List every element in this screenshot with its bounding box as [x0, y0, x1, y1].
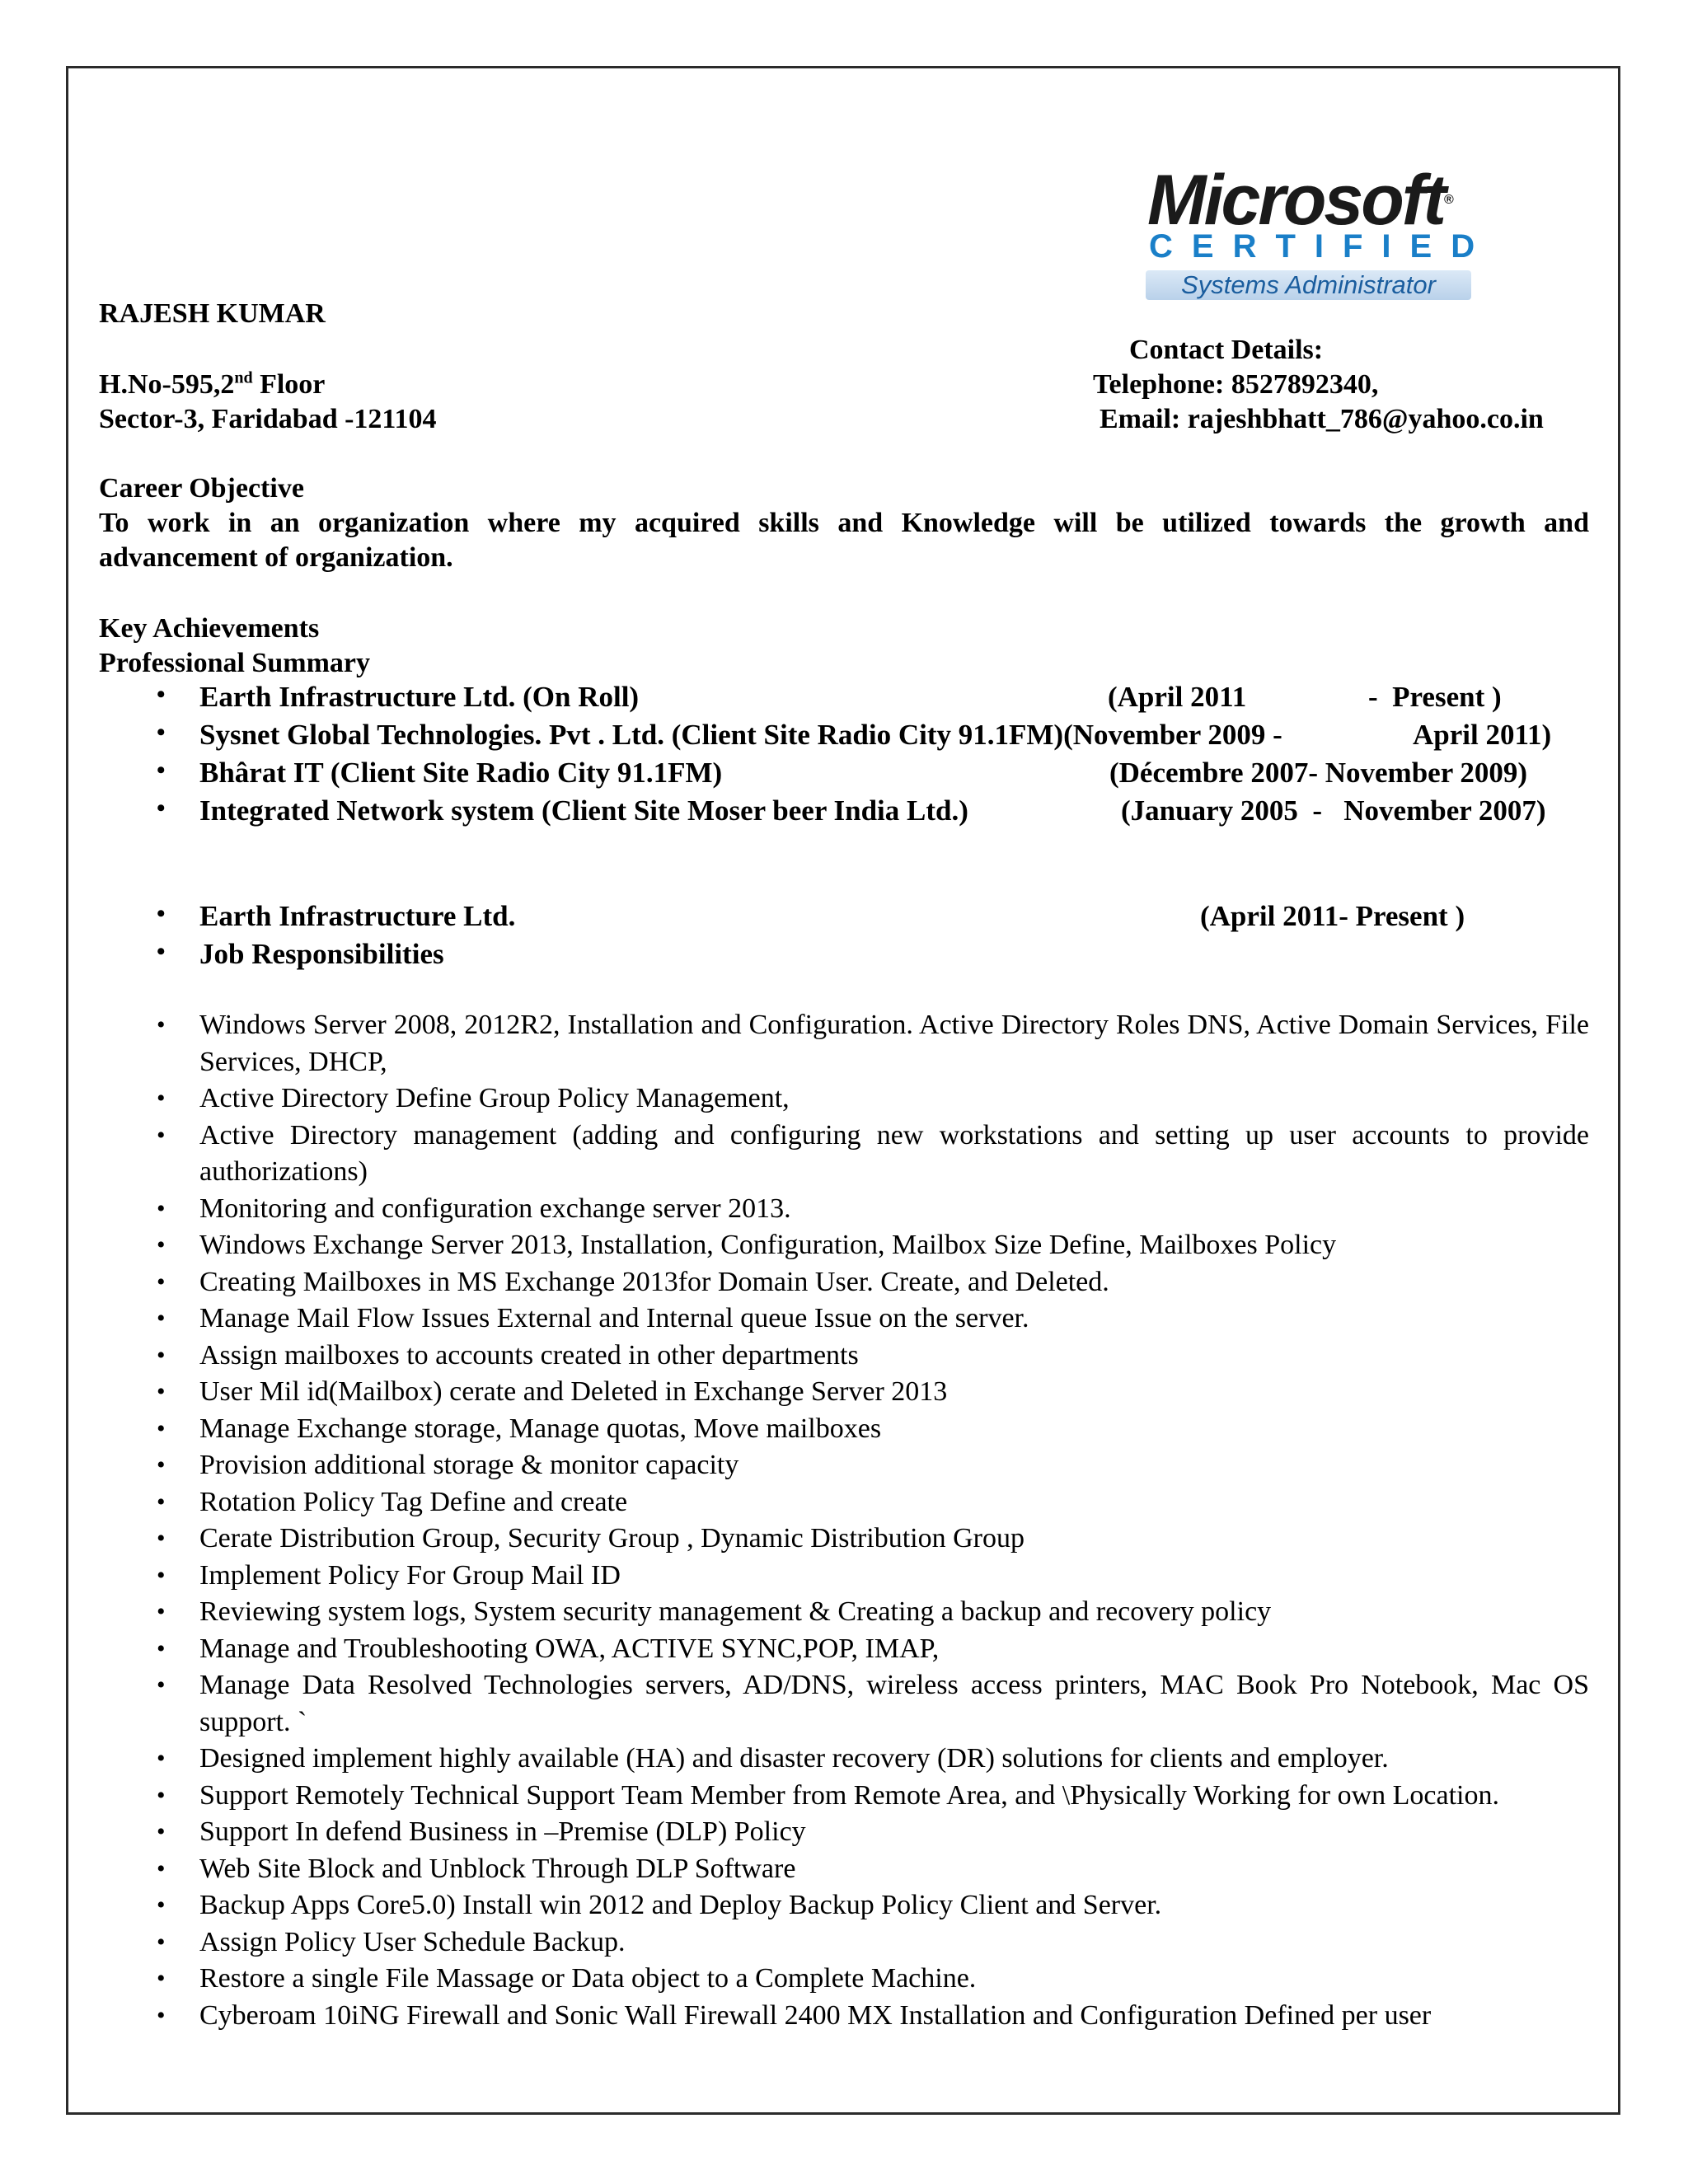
list-item: • Support Remotely Technical Support Team Member from Remote Area, and \Physically Working for own Location.: [157, 1778, 1589, 1815]
bullet-icon: •: [157, 1928, 166, 1956]
bullet-icon: •: [157, 1231, 166, 1258]
list-item: • Active Directory management (adding and configuring new workstations and setting up user accounts to provide authorizations): [157, 1118, 1589, 1191]
address-line-1: H.No-595,2nd Floor: [99, 368, 326, 400]
summary-period: (April 2011: [1108, 681, 1247, 713]
bullet-icon: •: [157, 1634, 166, 1662]
logo-certified: CERTIFIED: [1149, 228, 1494, 265]
bullet-icon: •: [157, 1341, 166, 1369]
career-objective-line-2: advancement of organization.: [99, 542, 453, 573]
list-item: • Manage Exchange storage, Manage quotas, Move mailboxes: [157, 1411, 1589, 1448]
bullet-icon: •: [157, 1525, 166, 1552]
list-item: • Manage and Troubleshooting OWA, ACTIVE SYNC,POP, IMAP,: [157, 1631, 1589, 1668]
summary-period-end: April 2011): [1413, 719, 1552, 751]
list-item: • Support In defend Business in –Premise (DLP) Policy: [157, 1814, 1589, 1851]
microsoft-certified-logo: [1146, 161, 1494, 301]
career-objective-line-1: To work in an organization where my acquired skills and Knowledge will be utilized towards the growth and: [99, 508, 1589, 538]
list-item: • Windows Server 2008, 2012R2, Installation and Configuration. Active Directory Roles DNS, Active Domain Services, File Services, DHCP,: [157, 1007, 1589, 1080]
current-job-period: (April 2011- Present ): [1200, 900, 1465, 932]
key-achievements-heading: Key Achievements: [99, 613, 320, 644]
contact-heading: Contact Details:: [1129, 335, 1324, 365]
bullet-icon: •: [157, 900, 166, 927]
bullet-icon: •: [157, 1378, 166, 1405]
list-item: • Cyberoam 10iNG Firewall and Sonic Wall Firewall 2400 MX Installation and Configuration Defined per user: [157, 1998, 1589, 2035]
professional-summary-heading: Professional Summary: [99, 648, 370, 678]
list-item: • Reviewing system logs, System security management & Creating a backup and recovery policy: [157, 1594, 1589, 1631]
list-item: • Rotation Policy Tag Define and create: [157, 1484, 1589, 1521]
bullet-icon: •: [157, 1414, 166, 1442]
bullet-icon: •: [157, 719, 166, 746]
bullet-icon: •: [157, 1854, 166, 1882]
list-item: • Manage Mail Flow Issues External and Internal queue Issue on the server.: [157, 1301, 1589, 1338]
summary-company: Integrated Network system (Client Site Moser beer India Ltd.): [199, 794, 968, 827]
summary-period: (Décembre 2007- November 2009): [1109, 757, 1528, 789]
bullet-icon: •: [157, 938, 166, 965]
list-item: • Restore a single File Massage or Data object to a Complete Machine.: [157, 1961, 1589, 1998]
bullet-icon: •: [157, 1488, 166, 1516]
bullet-icon: •: [157, 1268, 166, 1296]
bullet-icon: •: [157, 1598, 166, 1625]
list-item: • Windows Exchange Server 2013, Installation, Configuration, Mailbox Size Define, Mailboxes Policy: [157, 1227, 1589, 1264]
career-objective-heading: Career Objective: [99, 473, 304, 504]
bullet-icon: •: [157, 1561, 166, 1589]
summary-period: (January 2005 - November 2007): [1121, 794, 1546, 827]
bullet-icon: •: [157, 1965, 166, 1992]
list-item: • Active Directory Define Group Policy Management,: [157, 1080, 1589, 1118]
bullet-icon: •: [157, 1085, 166, 1112]
bullet-icon: •: [157, 2001, 166, 2029]
bullet-icon: •: [157, 1305, 166, 1332]
candidate-name: RAJESH KUMAR: [99, 298, 326, 329]
summary-company: Sysnet Global Technologies. Pvt . Ltd. (Client Site Radio City 91.1FM)(November 2009 -: [199, 719, 1282, 751]
bullet-icon: •: [157, 1451, 166, 1479]
list-item: • Backup Apps Core5.0) Install win 2012 and Deploy Backup Policy Client and Server.: [157, 1887, 1589, 1924]
bullet-icon: •: [157, 1011, 166, 1038]
current-job-company: Earth Infrastructure Ltd.: [199, 900, 516, 932]
list-item: • Provision additional storage & monitor capacity: [157, 1447, 1589, 1484]
summary-period-end: - Present ): [1368, 681, 1502, 713]
list-item: • Cerate Distribution Group, Security Group , Dynamic Distribution Group: [157, 1521, 1589, 1558]
list-item: • Assign Policy User Schedule Backup.: [157, 1924, 1589, 1961]
list-item: • Assign mailboxes to accounts created in other departments: [157, 1338, 1589, 1375]
bullet-icon: •: [157, 1194, 166, 1222]
bullet-icon: •: [157, 1891, 166, 1919]
summary-company: Earth Infrastructure Ltd. (On Roll): [199, 681, 640, 713]
bullet-icon: •: [157, 1818, 166, 1845]
list-item: • Web Site Block and Unblock Through DLP Software: [157, 1851, 1589, 1888]
logo-title: Systems Administrator: [1146, 270, 1471, 300]
bullet-icon: •: [157, 1671, 166, 1699]
summary-company: Bhârat IT (Client Site Radio City 91.1FM): [199, 757, 723, 789]
list-item: • Manage Data Resolved Technologies servers, AD/DNS, wireless access printers, MAC Book Pro Notebook, Mac OS support. `: [157, 1667, 1589, 1741]
list-item: • Creating Mailboxes in MS Exchange 2013for Domain User. Create, and Deleted.: [157, 1264, 1589, 1301]
bullet-icon: •: [157, 1781, 166, 1809]
list-item: • User Mil id(Mailbox) cerate and Deleted in Exchange Server 2013: [157, 1374, 1589, 1411]
bullet-icon: •: [157, 681, 166, 708]
list-item: • Designed implement highly available (HA) and disaster recovery (DR) solutions for clients and employer.: [157, 1741, 1589, 1778]
list-item: • Implement Policy For Group Mail ID: [157, 1558, 1589, 1595]
address-line-2: Sector-3, Faridabad -121104: [99, 404, 437, 434]
bullet-icon: •: [157, 757, 166, 784]
contact-telephone: Telephone: 8527892340,: [1093, 369, 1379, 400]
contact-email[interactable]: Email: rajeshbhatt_786@yahoo.co.in: [1100, 404, 1544, 434]
responsibilities-list: [157, 1007, 1589, 2034]
list-item: • Monitoring and configuration exchange server 2013.: [157, 1191, 1589, 1228]
bullet-icon: •: [157, 1745, 166, 1772]
bullet-icon: •: [157, 794, 166, 822]
bullet-icon: •: [157, 1121, 166, 1149]
logo-brand: Microsoft®: [1147, 161, 1451, 240]
